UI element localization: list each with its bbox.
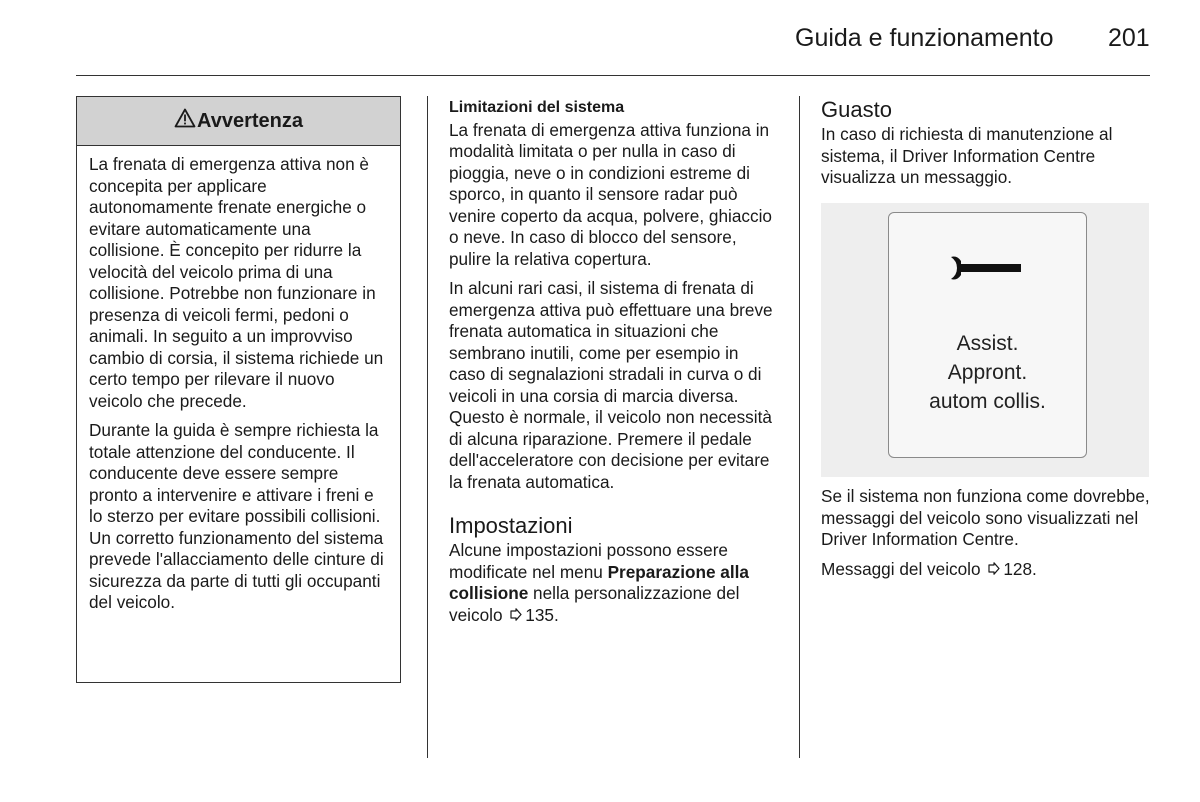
arrow-right-icon	[987, 559, 1000, 581]
right-column-lower	[821, 486, 1151, 588]
display-line-1: Assist.	[956, 332, 1019, 355]
warning-box	[76, 96, 401, 683]
display-line-2: Appront.	[947, 361, 1028, 384]
arrow-right-icon	[509, 605, 522, 627]
warning-paragraph-2: Durante la guida è sempre richiesta la totale attenzione del conducente. Il conducente deve essere sempre pronto a intervenire e attivare i freni e lo sterzo per evitare possibili collisioni. Un corretto funzionamento del sistema prevede l'allacciamento delle cinture di sicurezza da parte di tutti gli occupanti del veicolo.	[89, 420, 384, 612]
limitations-heading: Limitazioni del sistema	[449, 99, 625, 116]
warning-body	[77, 146, 400, 614]
settings-page-ref[interactable]: 135.	[525, 604, 559, 625]
display-message	[889, 329, 1086, 416]
settings-text-after: nella personalizzazione del veicolo	[449, 583, 740, 625]
right-column	[821, 97, 1151, 197]
settings-paragraph	[449, 540, 779, 626]
fault-heading: Guasto	[821, 97, 892, 122]
limitations-paragraph-1: La frenata di emergenza attiva funziona in modalità limitata o per nulla in caso di pioggia, neve o in condizioni estreme di sporco, in quanto il sensore radar può venire coperto da acqua, polvere, ghiaccio o neve. In caso di blocco del sensore, pulire la relativa copertura.	[449, 119, 772, 269]
dic-display-screen	[888, 212, 1087, 458]
vehicle-messages-ref	[821, 559, 1151, 581]
warning-paragraph-1: La frenata di emergenza attiva non è concepita per applicare autonomamente frenate energiche o evitare automaticamente una collisione. È concepito per ridurre la velocità del veicolo prima di una collisione. Potrebbe non funzionare in presenza di veicoli fermi, pedoni o animali. In seguito a un improvviso cambio di corsia, il sistema richiede un certo tempo per rilevare il nuovo veicolo che precede.	[89, 154, 384, 411]
fault-paragraph: Se il sistema non funziona come dovrebbe, messaggi del veicolo sono visualizzati nel Driver Information Centre.	[821, 486, 1150, 549]
settings-text-before: Alcune impostazioni possono essere modificate nel menu	[449, 540, 728, 582]
running-header-title: Guida e funzionamento	[795, 24, 1054, 52]
middle-column	[449, 97, 779, 634]
page-number: 201	[1108, 24, 1150, 52]
warning-triangle-icon	[174, 108, 197, 134]
warning-header	[77, 97, 400, 146]
vehicle-messages-label: Messaggi del veicolo	[821, 558, 981, 579]
limitations-paragraph-2: In alcuni rari casi, il sistema di frenata di emergenza attiva può effettuare una breve frenata automatica in situazioni che sembrano inutili, come per esempio in caso di segnalazioni stradali in curva o di veicoli in una corsia di marcia diversa. Questo è normale, il veicolo non necessità di alcuna riparazione. Premere il pedale dell'acceleratore con decisione per evitare la frenata automatica.	[449, 278, 773, 492]
settings-heading: Impostazioni	[449, 513, 573, 538]
vehicle-messages-page-ref[interactable]: 128.	[1003, 558, 1037, 579]
display-line-3: autom collis.	[929, 390, 1046, 413]
collision-menu-name: Preparazione alla collisione	[449, 561, 749, 603]
warning-title: Avvertenza	[197, 109, 303, 132]
column-divider-right	[799, 96, 800, 758]
header-divider	[76, 75, 1150, 76]
fault-intro: In caso di richiesta di manutenzione al sistema, il Driver Information Centre visualizza un messaggio.	[821, 124, 1113, 187]
column-divider-left	[427, 96, 428, 758]
